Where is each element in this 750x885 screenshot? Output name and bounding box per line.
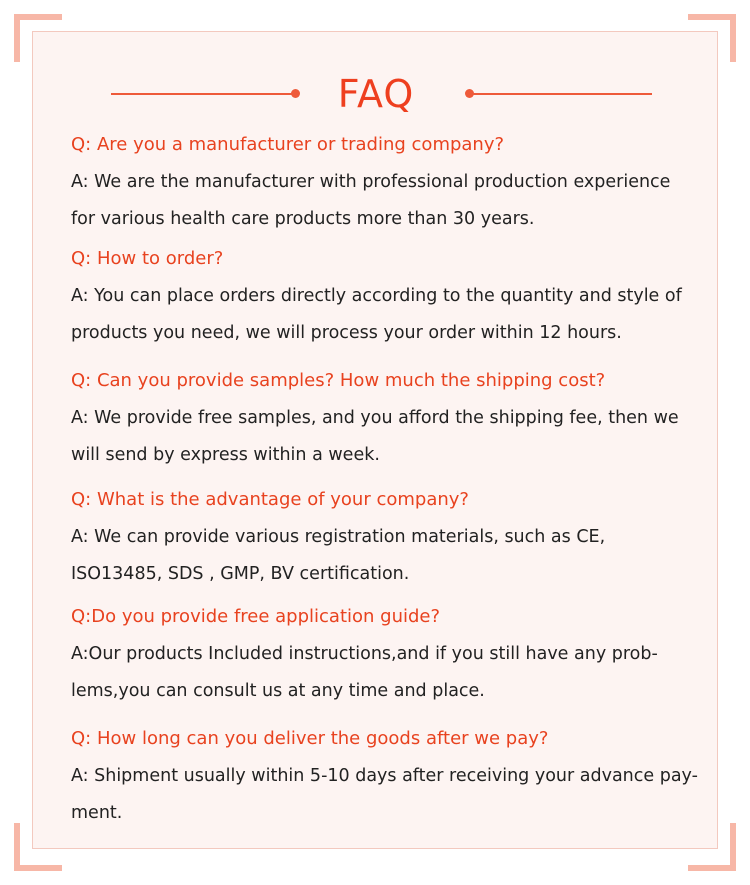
faq-item [71,246,711,352]
title-row [33,70,719,120]
faq-answer-line: ment. [71,803,123,823]
faq-answer [71,400,711,474]
faq-answer-line: A: Shipment usually within 5-10 days after receiving your advance pay- [71,766,698,786]
faq-answer-line: will send by express within a week. [71,445,380,465]
faq-question: Q: How long can you deliver the goods after we pay? [71,728,549,749]
faq-item [71,604,711,710]
faq-answer-line: A:Our products Included instructions,and if you still have any prob- [71,644,658,664]
faq-answer [71,636,711,710]
faq-answer-line: products you need, we will process your order within 12 hours. [71,323,622,343]
faq-answer-line: A: We can provide various registration materials, such as CE, [71,527,606,547]
faq-answer [71,758,711,832]
faq-item [71,726,711,832]
faq-answer-line: A: You can place orders directly according to the quantity and style of [71,286,682,306]
faq-answer-line: A: We provide free samples, and you afford the shipping fee, then we [71,408,679,428]
title-divider-left [111,93,295,95]
faq-question: Q: How to order? [71,248,224,269]
faq-answer-line: lems,you can consult us at any time and place. [71,681,485,701]
faq-item [71,368,711,474]
faq-answer-line: A: We are the manufacturer with professional production experience [71,172,671,192]
faq-answer [71,519,711,593]
faq-answer-line: ISO13485, SDS , GMP, BV certification. [71,564,410,584]
faq-answer [71,278,711,352]
faq-answer [71,164,711,238]
faq-question: Q: Are you a manufacturer or trading company? [71,134,505,155]
faq-question: Q: What is the advantage of your company? [71,489,469,510]
faq-item [71,132,711,238]
page-title: FAQ [337,72,415,116]
title-dot-left [291,89,300,98]
faq-answer-line: for various health care products more than 30 years. [71,209,535,229]
title-divider-right [470,93,652,95]
faq-question: Q: Can you provide samples? How much the shipping cost? [71,370,606,391]
faq-question: Q:Do you provide free application guide? [71,606,441,627]
faq-item [71,487,711,593]
faq-card [32,31,718,849]
